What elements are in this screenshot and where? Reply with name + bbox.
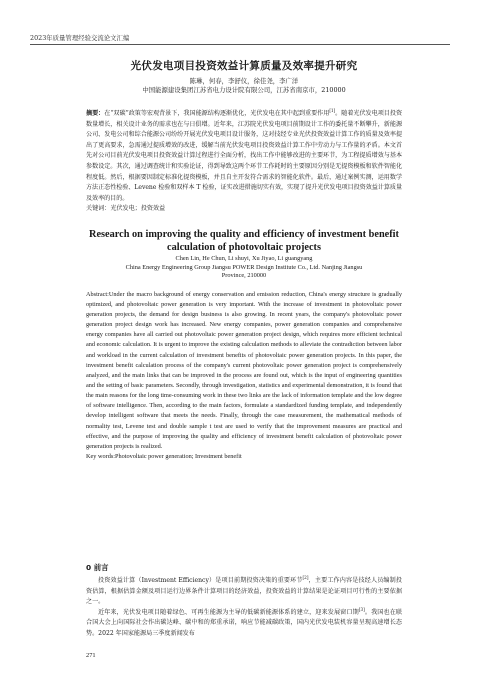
english-keywords-label: Key words: [86, 453, 115, 461]
chinese-keywords [86, 204, 402, 215]
citation-ref: [3] [358, 606, 365, 612]
chinese-affiliation: 中国能源建设集团江苏省电力设计院有限公司，江苏省南京市，210000 [142, 86, 346, 94]
chinese-authors: 陈琳，何春，李舒仪，徐佳尧，李广洋 [189, 77, 299, 85]
header-rule [30, 44, 450, 45]
chinese-abstract-text-2: 。随着光伏发电项目投资数量增长，相关设计业务的需求也在与日俱增。近年来，江苏院光伏发电项目前期设计工作的委托量不断攀升，新能源公司、发电公司和综合能源公司纷纷开展光伏发电项目设计服务，这对技经专业光伏投资效益计算工作的质量及效率提出了更高要求，急需通过提质增效的改进，缓解当前光伏发电项目投资效益计算工作中劳动力与工作量的矛盾。本文首先对公司目前光伏发电项目投资效益计算过程进行全面分析，找出工作中能够改进的主要环节，为工程提质增效与基本参数设定。其次，通过调查统计和实验论证，得到导致这两个环节工作耗时的主要原因分别是无提资模板和软件智能化程度低。然后，根据要因制定标准化提资模板，并且自主开发符合需求的智能化软件。最后，通过案例实测，运用数学方法正态性检验、Levene 检验和双样本 T 检验，证实改进措施切实有效，实现了提升光伏发电项目投资效益计算质量及效率的目的。 [86, 110, 402, 202]
running-header: 2023年质量管理经验交流论文汇编 [30, 34, 130, 42]
intro-body [86, 576, 402, 639]
chinese-keywords-label: 关键词： [86, 205, 111, 213]
citation-ref: [2] [302, 574, 309, 580]
english-keywords [86, 452, 402, 462]
english-affiliation-line-1: China Energy Engineering Group Jiangsu POWER Design Institute Co., Ltd. Nanjing Jiangsu [125, 263, 363, 271]
chinese-abstract-text-1: 在“双碳”政策等宏观背景下，我国能源结构逐渐优化，光伏发电在其中起到重要作用 [104, 110, 330, 117]
english-abstract-label: Abstract: [86, 290, 109, 298]
intro-p2-text-b: 。我国也在联合国大会上向国际社会作出碳达峰、碳中和的郑重承诺，响应节能减碳政策，国内光伏发电装机容量呈现高速增长态势。2022 年国家能源局三季度新闻发布 [86, 608, 403, 637]
english-title: Research on improving the quality and efficiency of investment benefit calculation of photovoltaic projects [89, 228, 399, 254]
english-abstract-text: Under the macro background of energy conservation and emission reduction, China's energy structure is gradually optimized, and photovoltaic power generation is very important. With the increase of investment in photovoltaic power generation projects, the demand for design business is also growing. In recent years, the company's photovoltaic power generation project design work has increased. New energy companies, power generation companies and comprehensive energy companies have all carried out photovoltaic power generation project design, which requires more efficient technical and economic calculation. It is urgent to improve the existing calculation methods to alleviate the contradiction between labor and workload in the current calculation of investment benefits of photovoltaic power generation projects. In this paper, the investment benefit calculation process of the company's current photovoltaic power generation project is comprehensively analyzed, and the main links that can be improved in the process are found out, which is the input of engineering quantities and the setting of basic parameters. Secondly, through investigation, statistics and experimental demonstration, it is found that the main reasons for the long time-consuming work in these two links are the lack of information template and the low degree of software intelligence. Then, according to the main factors, formulate a standardized funding template, and independently develop intelligent software that meets the needs. Finally, through the case measurement, the mathematical methods of normality test, Levene test and double sample t test are used to verify that the improvement measures are practical and effective, and the purpose of improving the quality and efficiency of investment benefit calculation of photovoltaic power generation projects is realized. [86, 290, 402, 450]
chinese-keywords-text: 光伏发电；投资效益 [110, 205, 166, 213]
chinese-abstract-label: 摘要： [86, 110, 105, 117]
citation-ref: [1] [329, 107, 336, 113]
intro-p2-text-a: 近年来，光伏发电项目随着绿色、可再生能源为主导的低碳新能源体系的建立，迎来发展窗口期 [98, 608, 359, 616]
chinese-title: 光伏发电项目投资效益计算质量及效率提升研究 [130, 60, 358, 72]
intro-p1-text-a: 投资效益计算（Investment Efficiency）是项目前期投资决策的重要环节 [98, 577, 303, 584]
english-authors: Chen Lin, He Chun, Li shuyi, Xu Jiyao, Li guangyang [175, 255, 313, 263]
page-number: 271 [86, 652, 96, 659]
english-abstract [86, 290, 402, 453]
english-affiliation [86, 264, 402, 281]
intro-paragraph-1 [86, 576, 402, 608]
english-affiliation-line-2: Province, 210000 [221, 272, 267, 280]
intro-paragraph-2 [86, 608, 402, 640]
intro-p1-text-b: ，主要工作内容是技经人员编制投资估算，根据估算金额及项目运行边界条件计算项目的经济效益，投资效益的计算结果是论证项目可行性的主要依据之一。 [86, 577, 402, 605]
english-keywords-text: Photovoltaic power generation; Investment benefit [115, 453, 242, 461]
section-heading-intro: 0 前言 [86, 563, 109, 572]
chinese-abstract [86, 109, 402, 204]
front-matter [86, 58, 402, 462]
